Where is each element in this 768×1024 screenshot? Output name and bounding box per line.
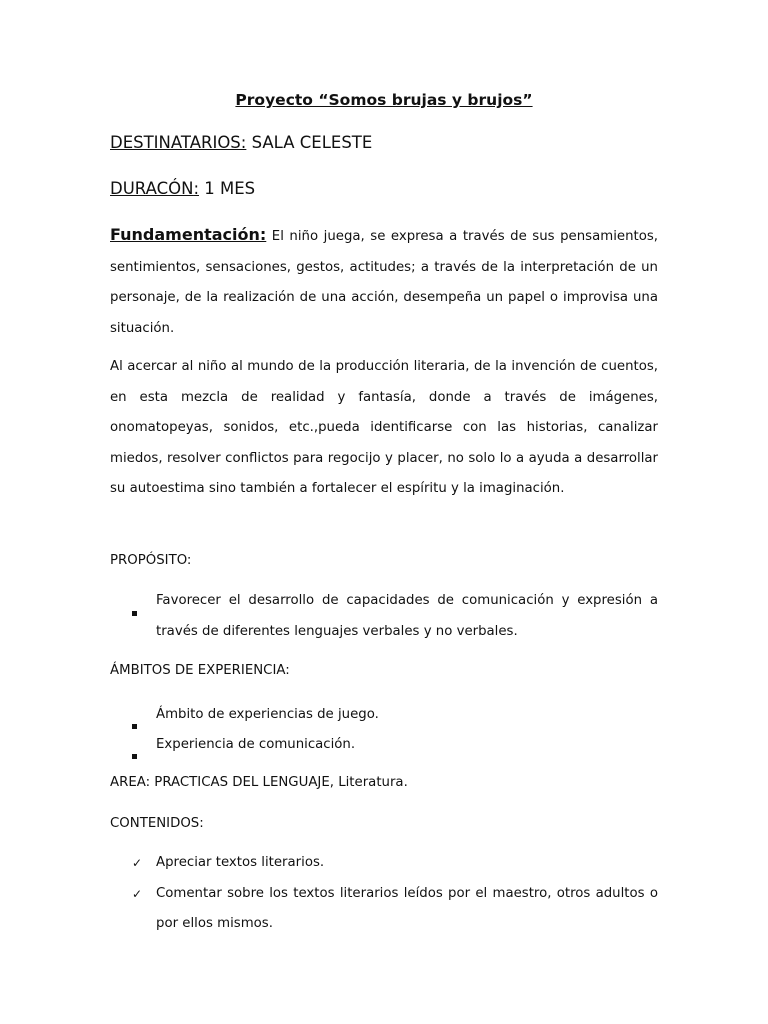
checkmark-icon: ✓ [132, 886, 143, 901]
checkmark-icon: ✓ [132, 856, 143, 870]
list-item [110, 730, 658, 760]
proposito-item: Favorecer el desarrollo de capacidades de comunicación y expresión a través de diferentes lenguajes verbales y no verbales. [156, 593, 658, 639]
contenidos-item: Apreciar textos literarios. [156, 855, 325, 870]
list-item [110, 848, 658, 879]
ambitos-label: ÁMBITOS DE EXPERIENCIA: [110, 663, 290, 678]
fundamentacion-text: El niño juega, se expresa a través de sus pensamientos, sentimientos, sensaciones, gestos, actitudes; a través de la interpretación de un personaje, de la realización de una acción, desempeña un papel o improvisa una situación. [110, 229, 658, 336]
fundamentacion-paragraph-2: Al acercar al niño al mundo de la producción literaria, de la invención de cuentos, en esta mezcla de realidad y fantasía, donde a través de imágenes, onomatopeyas, sonidos, etc.,pueda identificarse con las historias, canalizar miedos, resolver conflictos para regocijo y placer, no solo lo a ayuda a desarrollar su autoestima sino también a fortalecer el espíritu y la imaginación. [110, 359, 658, 496]
duracion-value: 1 MES [199, 179, 256, 198]
fundamentacion-label: Fundamentación: [110, 225, 267, 244]
ambitos-list [110, 700, 658, 760]
destinatarios-label: DESTINATARIOS: [110, 133, 247, 152]
proposito-list [110, 586, 658, 647]
fundamentacion-paragraph [110, 220, 658, 344]
contenidos-list [110, 848, 658, 940]
ambitos-item: Experiencia de comunicación. [156, 737, 356, 752]
destinatarios-value: SALA CELESTE [246, 133, 373, 152]
destinatarios-line [110, 131, 372, 155]
duracion-colon: : [193, 179, 199, 198]
list-item [110, 586, 658, 647]
document-title: Proyecto “Somos brujas y brujos” [235, 91, 533, 109]
duracion-line [110, 177, 255, 201]
contenidos-item: Comentar sobre los textos literarios leídos por el maestro, otros adultos o por ellos mismos. [156, 885, 658, 931]
duracion-label: DURACÓN [110, 179, 194, 198]
list-item [110, 700, 658, 730]
ambitos-item: Ámbito de experiencias de juego. [156, 707, 379, 722]
contenidos-label: CONTENIDOS: [110, 816, 204, 831]
area-line: AREA: PRACTICAS DEL LENGUAJE, Literatura. [110, 775, 408, 790]
proposito-label: PROPÓSITO: [110, 553, 192, 568]
square-bullet-icon [132, 741, 137, 771]
square-bullet-icon [132, 598, 137, 629]
list-item [110, 879, 658, 940]
